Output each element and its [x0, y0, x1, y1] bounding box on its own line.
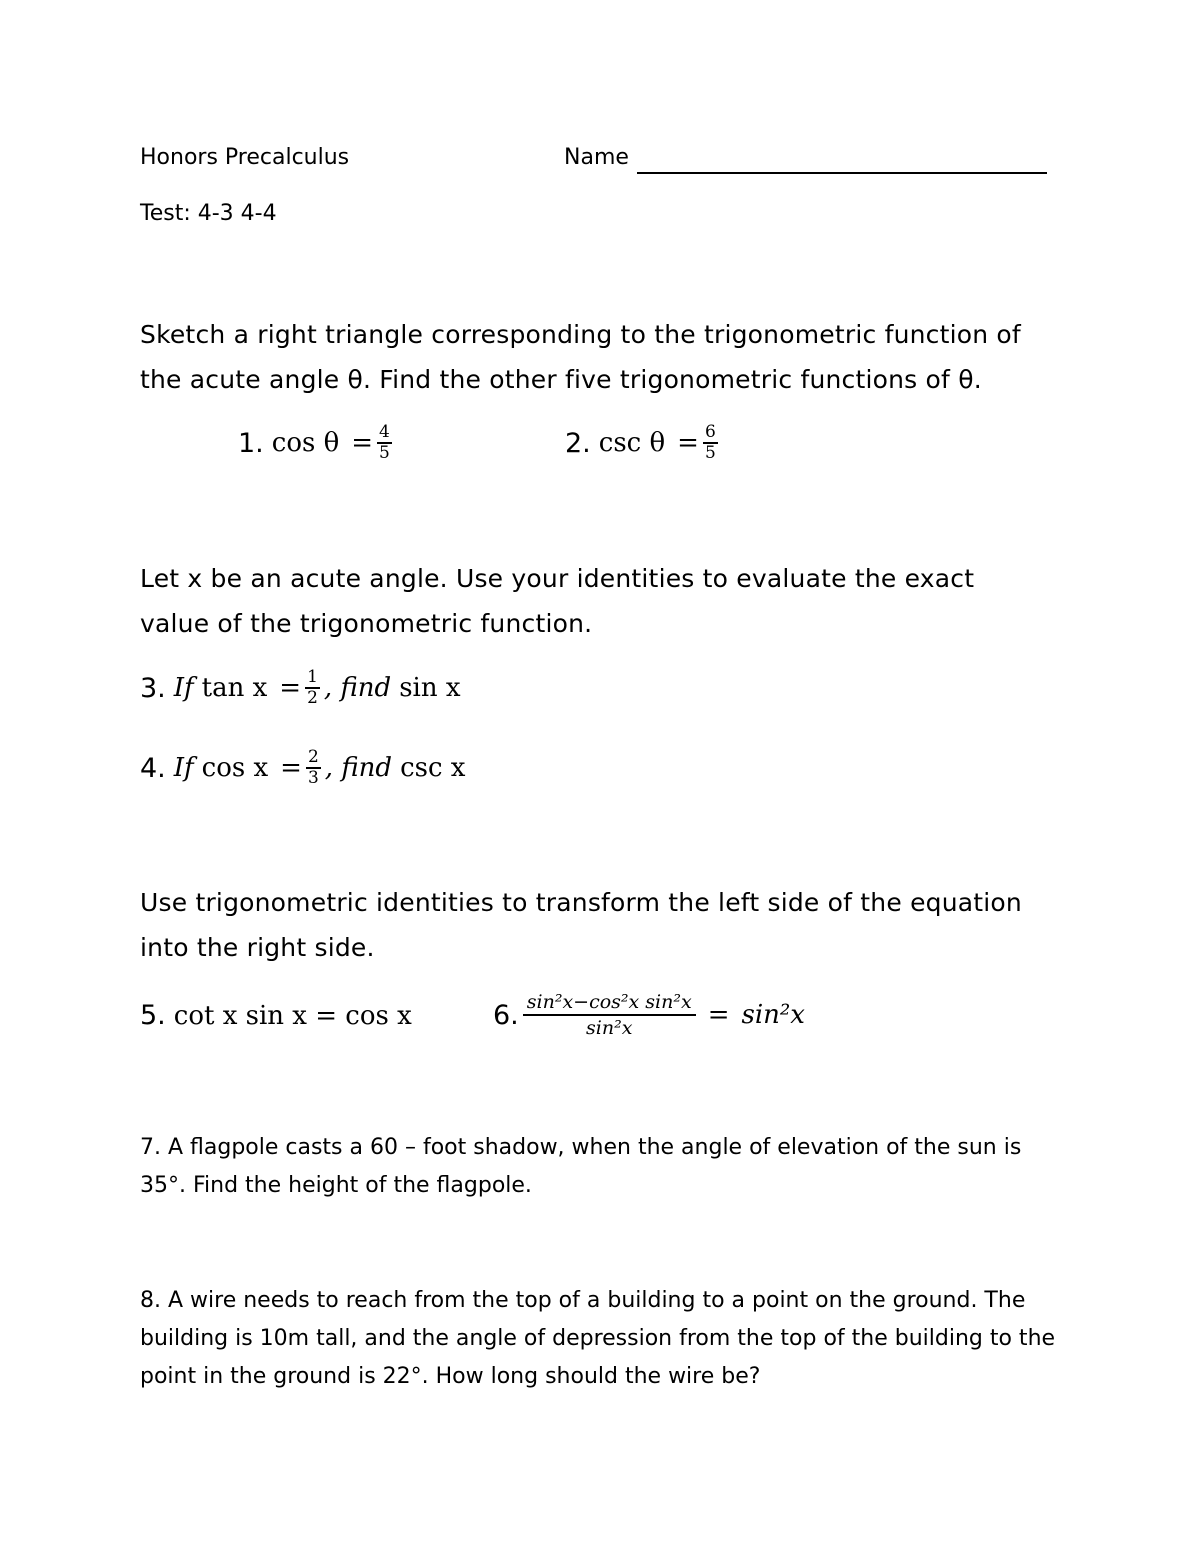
q3-target: sin x	[399, 673, 461, 703]
q4-denominator: 3	[307, 768, 319, 788]
q3-numerator: 1	[307, 667, 318, 687]
q1-function: cos θ	[271, 428, 340, 458]
q3-find: , find	[323, 673, 392, 703]
q2-numerator: 6	[704, 422, 716, 442]
q6-equals: =	[707, 1000, 730, 1030]
question-2	[565, 423, 722, 463]
q2-number: 2.	[565, 427, 591, 459]
q2-fraction	[703, 423, 718, 463]
course-title: Honors Precalculus	[140, 145, 350, 170]
name-label: Name	[564, 145, 629, 170]
q1-denominator: 5	[379, 443, 390, 463]
section1-instruction-line1: Sketch a right triangle corresponding to the trigonometric function of	[140, 320, 1021, 349]
question-5	[140, 1000, 412, 1031]
q3-number: 3.	[140, 672, 166, 704]
q7-line1: 7. A flagpole casts a 60 – foot shadow, when the angle of elevation of the sun is	[140, 1135, 1022, 1160]
q6-number: 6.	[493, 999, 519, 1031]
q3-fraction	[305, 668, 320, 708]
section3-instruction-line1: Use trigonometric identities to transform the left side of the equation	[140, 888, 1022, 917]
q2-denominator: 5	[704, 443, 716, 463]
section1-instruction-line2: the acute angle θ. Find the other five trigonometric functions of θ.	[140, 365, 982, 394]
name-blank-line[interactable]	[637, 172, 1047, 174]
q6-numerator: sin²x−cos²x sin²x	[523, 990, 696, 1016]
question-3	[140, 668, 461, 708]
q4-if: If	[173, 753, 194, 783]
q5-number: 5.	[140, 1000, 166, 1031]
question-6	[493, 990, 805, 1040]
q4-target: csc x	[400, 753, 466, 783]
section2-instruction-line2: value of the trigonometric function.	[140, 609, 593, 638]
q8-line1: 8. A wire needs to reach from the top of a building to a point on the ground. The	[140, 1288, 1026, 1313]
q4-numerator: 2	[307, 747, 319, 767]
q6-denominator: sin²x	[586, 1017, 633, 1039]
q3-function: tan x	[201, 673, 268, 703]
q8-line3: point in the ground is 22°. How long should the wire be?	[140, 1364, 761, 1389]
section3-instruction-line2: into the right side.	[140, 933, 375, 962]
q3-equals: =	[279, 673, 302, 703]
q6-fraction	[523, 990, 696, 1040]
q4-function: cos x	[201, 753, 269, 783]
q2-function: csc θ	[598, 428, 666, 458]
question-4	[140, 748, 465, 788]
q4-equals: =	[280, 753, 302, 783]
q3-denominator: 2	[307, 688, 318, 708]
q1-fraction	[377, 423, 392, 463]
question-1	[238, 423, 396, 463]
q2-equals: =	[677, 428, 699, 458]
q5-expression: cot x sin x = cos x	[173, 1000, 412, 1031]
q4-find: , find	[324, 753, 393, 783]
test-label: Test: 4-3 4-4	[140, 201, 277, 226]
q7-line2: 35°. Find the height of the flagpole.	[140, 1173, 532, 1198]
q1-equals: =	[351, 428, 374, 458]
q1-numerator: 4	[379, 422, 390, 442]
q4-number: 4.	[140, 752, 166, 784]
q4-fraction	[306, 748, 321, 788]
q6-rhs: sin²x	[741, 1000, 805, 1030]
section2-instruction-line1: Let x be an acute angle. Use your identities to evaluate the exact	[140, 564, 975, 593]
q1-number: 1.	[238, 427, 264, 459]
q3-if: If	[173, 673, 194, 703]
q8-line2: building is 10m tall, and the angle of depression from the top of the building to the	[140, 1326, 1056, 1351]
